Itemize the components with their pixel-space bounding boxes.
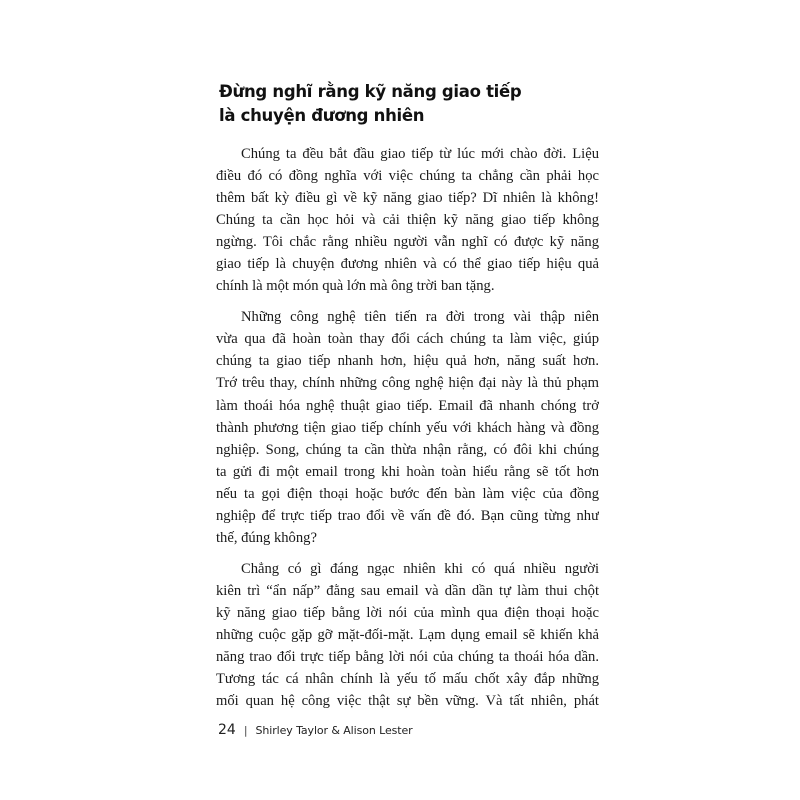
text-line: chính là một món quà lớn mà ông trời ban tặng.: [216, 278, 495, 295]
text-line: Trớ trêu thay, chính những công nghệ hiện đại này là thủ phạm: [216, 375, 599, 392]
text-line: Chẳng có gì đáng ngạc nhiên khi có quá nhiều người: [241, 560, 599, 577]
text-line: ta gửi đi một email trong khi hoàn toàn hiểu rằng sẽ tốt hơn: [216, 463, 599, 480]
section-heading: [219, 80, 549, 128]
heading-line-2: là chuyện đương nhiên: [219, 106, 425, 125]
text-line: nghiệp để trực tiếp trao đổi về vấn đề đó. Bạn cũng từng như: [216, 507, 599, 524]
text-line: Chúng ta đều bắt đầu giao tiếp từ lúc mới chào đời. Liệu: [241, 146, 599, 162]
text-line: kỹ năng giao tiếp bằng lời nói của mình qua điện thoại hoặc: [216, 604, 599, 621]
paragraph-1: [216, 143, 599, 297]
text-line: năng trao đổi trực tiếp bằng lời nói của chúng ta thoái hóa dần.: [216, 649, 599, 666]
text-line: giao tiếp là chuyện đương nhiên và có thể giao tiếp hiệu quả: [216, 256, 599, 273]
text-line: nếu ta gọi điện thoại hoặc bước đến bàn làm việc của đồng: [216, 485, 599, 502]
text-line: ngừng. Tôi chắc rằng nhiều người vẫn nghĩ có được kỹ năng: [216, 234, 599, 251]
page-number: 24: [218, 722, 236, 738]
text-line: thành phương tiện giao tiếp chính yếu với khách hàng và đồng: [216, 419, 599, 436]
body-text: [216, 143, 599, 712]
text-line: Tương tác cá nhân chính là yếu tố mấu chốt xây đắp những: [216, 671, 599, 688]
text-line: chúng ta giao tiếp nhanh hơn, hiệu quả hơn, năng suất hơn.: [216, 353, 599, 370]
footer-separator: |: [243, 724, 248, 737]
text-line: thêm bất kỳ điều gì về kỹ năng giao tiếp? Dĩ nhiên là không!: [216, 190, 599, 207]
text-line: kiên trì “ẩn nấp” đằng sau email và dần dần tự làm thui chột: [216, 582, 599, 599]
paragraph-3: [216, 558, 599, 712]
text-line: vừa qua đã hoàn toàn thay đổi cách chúng ta làm việc, giúp: [216, 331, 599, 348]
text-line: thế, đúng không?: [216, 529, 317, 546]
text-line: mối quan hệ công việc thật sự bền vững. Và tất nhiên, phát: [216, 693, 599, 710]
heading-line-1: Đừng nghĩ rằng kỹ năng giao tiếp: [219, 82, 522, 101]
text-line: Chúng ta cần học hỏi và cải thiện kỹ năng giao tiếp không: [216, 212, 599, 229]
paragraph-2: [216, 306, 599, 549]
page-footer: [218, 719, 413, 738]
text-line: làm thoái hóa nghệ thuật giao tiếp. Email đã nhanh chóng trở: [216, 397, 599, 414]
text-line: nghiệp. Song, chúng ta cần thừa nhận rằng, có đôi khi chúng: [216, 441, 599, 458]
text-line: những cuộc gặp gỡ mặt-đối-mặt. Lạm dụng email sẽ khiến khả: [216, 626, 599, 643]
footer-authors: Shirley Taylor & Alison Lester: [255, 724, 413, 737]
text-line: Những công nghệ tiên tiến ra đời trong vài thập niên: [241, 309, 599, 326]
text-line: điều đó có đồng nghĩa với việc chúng ta chẳng cần phải học: [216, 168, 599, 185]
